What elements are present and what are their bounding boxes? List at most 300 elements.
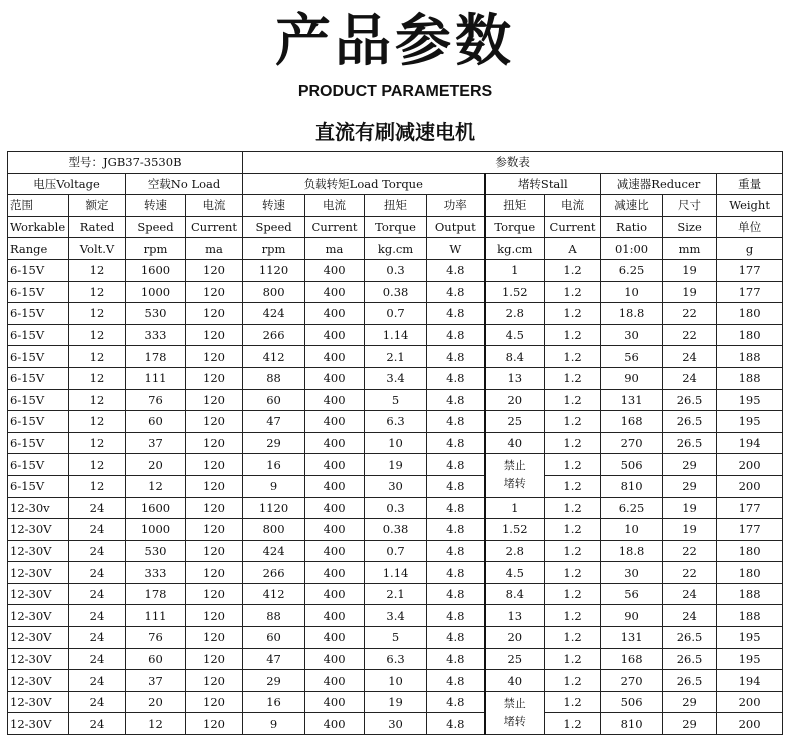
- header-cell: 扭矩: [365, 195, 427, 217]
- table-cell: 195: [717, 411, 783, 433]
- table-row: [8, 411, 783, 433]
- table-cell: 12-30v: [8, 497, 69, 519]
- table-cell: 19: [663, 497, 717, 519]
- table-cell: 24: [663, 583, 717, 605]
- table-cell: 120: [186, 540, 243, 562]
- table-cell: 180: [717, 303, 783, 325]
- table-cell: 120: [186, 454, 243, 476]
- table-header-row-en: [8, 216, 783, 238]
- table-cell: 0.7: [365, 540, 427, 562]
- table-cell: 177: [717, 519, 783, 541]
- table-cell: 56: [601, 583, 663, 605]
- table-cell: 1000: [126, 281, 186, 303]
- table-cell: 1: [485, 259, 545, 281]
- table-cell: 1.2: [545, 303, 601, 325]
- table-cell: 333: [126, 324, 186, 346]
- table-cell: 16: [243, 454, 305, 476]
- table-cell: 400: [305, 605, 365, 627]
- table-cell: 120: [186, 303, 243, 325]
- table-cell: 177: [717, 497, 783, 519]
- table-cell: 194: [717, 670, 783, 692]
- table-cell: 76: [126, 389, 186, 411]
- table-cell: 4.5: [485, 324, 545, 346]
- header-cell: kg.cm: [365, 238, 427, 260]
- parameters-table-body: [8, 152, 783, 735]
- table-cell: 12: [69, 303, 126, 325]
- parameters-table: [7, 151, 783, 735]
- table-row: [8, 259, 783, 281]
- header-cell: Current: [545, 216, 601, 238]
- table-cell: 26.5: [663, 627, 717, 649]
- table-cell: 19: [365, 691, 427, 713]
- table-cell: 40: [485, 432, 545, 454]
- table-cell: 168: [601, 648, 663, 670]
- table-row: [8, 648, 783, 670]
- header-cell: Current: [186, 216, 243, 238]
- table-cell: 120: [186, 648, 243, 670]
- table-cell: 22: [663, 562, 717, 584]
- table-cell: 1.2: [545, 540, 601, 562]
- table-cell: 24: [69, 605, 126, 627]
- table-cell: 4.8: [427, 691, 485, 713]
- table-cell: 1.2: [545, 432, 601, 454]
- table-row: [8, 497, 783, 519]
- table-cell: 10: [365, 432, 427, 454]
- table-cell: 24: [69, 670, 126, 692]
- table-cell: 1600: [126, 259, 186, 281]
- table-cell: 24: [69, 497, 126, 519]
- header-cell: Speed: [126, 216, 186, 238]
- table-cell: 1.2: [545, 259, 601, 281]
- table-cell: 12: [69, 259, 126, 281]
- header-cell: 减速比: [601, 195, 663, 217]
- table-cell: 0.3: [365, 259, 427, 281]
- table-cell: 2.1: [365, 346, 427, 368]
- header-cell: ma: [186, 238, 243, 260]
- header-cell: Output: [427, 216, 485, 238]
- table-cell: 30: [365, 713, 427, 735]
- table-cell: 1.2: [545, 691, 601, 713]
- table-cell: 120: [186, 627, 243, 649]
- table-cell: 9: [243, 713, 305, 735]
- table-cell: 26.5: [663, 670, 717, 692]
- table-header-row-units: [8, 238, 783, 260]
- table-row: [8, 713, 783, 735]
- table-cell: 40: [485, 670, 545, 692]
- table-cell: 1.2: [545, 367, 601, 389]
- table-row: [8, 540, 783, 562]
- product-subtitle: 直流有刷减速电机: [315, 120, 475, 144]
- table-cell: 4.8: [427, 670, 485, 692]
- table-cell: 6-15V: [8, 346, 69, 368]
- table-cell: 24: [69, 562, 126, 584]
- table-cell: 120: [186, 691, 243, 713]
- table-cell: 400: [305, 583, 365, 605]
- table-cell: 195: [717, 389, 783, 411]
- header-cell: Torque: [365, 216, 427, 238]
- table-cell: 0.38: [365, 281, 427, 303]
- table-cell: 1.2: [545, 389, 601, 411]
- header-cell: Torque: [485, 216, 545, 238]
- table-cell: 200: [717, 691, 783, 713]
- table-cell: 10: [601, 519, 663, 541]
- table-cell: 12-30V: [8, 562, 69, 584]
- table-cell: 120: [186, 411, 243, 433]
- table-cell: 1.2: [545, 627, 601, 649]
- table-cell: 12-30V: [8, 627, 69, 649]
- table-cell: 29: [663, 691, 717, 713]
- table-cell: 400: [305, 648, 365, 670]
- table-cell: 120: [186, 605, 243, 627]
- table-cell: 56: [601, 346, 663, 368]
- table-cell: 131: [601, 627, 663, 649]
- table-cell: 188: [717, 583, 783, 605]
- table-cell: 180: [717, 324, 783, 346]
- table-cell: 111: [126, 605, 186, 627]
- table-cell: 188: [717, 605, 783, 627]
- table-cell: 200: [717, 454, 783, 476]
- header-cell: Range: [8, 238, 69, 260]
- table-row: [8, 432, 783, 454]
- table-cell: 6-15V: [8, 389, 69, 411]
- header-cell: ma: [305, 238, 365, 260]
- table-row: [8, 303, 783, 325]
- table-cell: 266: [243, 324, 305, 346]
- table-cell: 12-30V: [8, 540, 69, 562]
- table-row: [8, 562, 783, 584]
- table-cell: 180: [717, 562, 783, 584]
- table-cell: 120: [186, 497, 243, 519]
- table-cell: 24: [69, 713, 126, 735]
- table-cell: 1.2: [545, 475, 601, 497]
- table-cell: 60: [126, 411, 186, 433]
- table-cell: 8.4: [485, 583, 545, 605]
- table-cell: 120: [186, 713, 243, 735]
- table-cell: 6.25: [601, 259, 663, 281]
- header-cell: rpm: [243, 238, 305, 260]
- table-cell: 180: [717, 540, 783, 562]
- table-cell: 24: [69, 540, 126, 562]
- table-cell: 30: [601, 324, 663, 346]
- table-cell: 120: [186, 324, 243, 346]
- table-cell: 24: [69, 627, 126, 649]
- header-cell: 功率: [427, 195, 485, 217]
- table-cell: 120: [186, 281, 243, 303]
- table-cell: 194: [717, 432, 783, 454]
- table-cell: 424: [243, 303, 305, 325]
- table-cell: 400: [305, 475, 365, 497]
- table-cell: 12: [69, 346, 126, 368]
- group-reducer: 减速器Reducer: [601, 173, 717, 195]
- header-cell: 电流: [305, 195, 365, 217]
- table-cell: 24: [69, 648, 126, 670]
- table-cell: 22: [663, 324, 717, 346]
- table-cell: 4.8: [427, 259, 485, 281]
- table-cell: 4.8: [427, 303, 485, 325]
- table-cell: 6-15V: [8, 281, 69, 303]
- table-cell: 120: [186, 346, 243, 368]
- header-cell: A: [545, 238, 601, 260]
- table-cell: 29: [663, 454, 717, 476]
- table-cell: 12: [69, 475, 126, 497]
- table-cell: 4.5: [485, 562, 545, 584]
- table-cell: 1.2: [545, 454, 601, 476]
- table-cell: 76: [126, 627, 186, 649]
- table-cell: 6-15V: [8, 411, 69, 433]
- table-cell: 1.2: [545, 411, 601, 433]
- table-cell: 0.7: [365, 303, 427, 325]
- table-cell: 30: [365, 475, 427, 497]
- table-cell: 19: [663, 259, 717, 281]
- table-cell: 26.5: [663, 432, 717, 454]
- table-cell: 24: [69, 519, 126, 541]
- table-cell: 37: [126, 670, 186, 692]
- table-cell: 810: [601, 475, 663, 497]
- table-cell: 400: [305, 411, 365, 433]
- table-cell: 4.8: [427, 648, 485, 670]
- group-load-torque: 负载转矩Load Torque: [243, 173, 485, 195]
- table-cell: 2.8: [485, 303, 545, 325]
- table-cell: 188: [717, 346, 783, 368]
- header-cell: 范围: [8, 195, 69, 217]
- table-cell: 1600: [126, 497, 186, 519]
- table-row: [8, 454, 783, 476]
- table-cell: 18.8: [601, 540, 663, 562]
- table-cell: 37: [126, 432, 186, 454]
- table-cell: 120: [186, 259, 243, 281]
- table-row: [8, 475, 783, 497]
- table-cell: 25: [485, 648, 545, 670]
- table-cell: 400: [305, 562, 365, 584]
- table-cell: 12: [69, 432, 126, 454]
- table-cell: 195: [717, 648, 783, 670]
- table-cell: 0.3: [365, 497, 427, 519]
- header-cell: Workable: [8, 216, 69, 238]
- table-title-row: [8, 152, 783, 174]
- table-cell: 120: [186, 562, 243, 584]
- table-cell: 400: [305, 540, 365, 562]
- table-cell: 400: [305, 454, 365, 476]
- table-cell: 4.8: [427, 281, 485, 303]
- table-cell: 47: [243, 648, 305, 670]
- header-cell: Volt.V: [69, 238, 126, 260]
- table-cell: 400: [305, 346, 365, 368]
- header-cell: Size: [663, 216, 717, 238]
- table-cell: 800: [243, 281, 305, 303]
- table-cell: 4.8: [427, 497, 485, 519]
- table-cell: 29: [663, 713, 717, 735]
- header-cell: rpm: [126, 238, 186, 260]
- table-cell: 20: [485, 389, 545, 411]
- table-cell: 13: [485, 367, 545, 389]
- table-cell: 4.8: [427, 475, 485, 497]
- table-cell: 1000: [126, 519, 186, 541]
- table-cell: 188: [717, 367, 783, 389]
- table-cell: 6-15V: [8, 475, 69, 497]
- header-cell: Rated: [69, 216, 126, 238]
- table-cell: 120: [186, 367, 243, 389]
- table-cell: 12: [69, 389, 126, 411]
- table-cell: 412: [243, 583, 305, 605]
- table-row: [8, 605, 783, 627]
- header-cell: 电流: [186, 195, 243, 217]
- table-group-row: [8, 173, 783, 195]
- table-cell: 1.2: [545, 583, 601, 605]
- header-cell: 扭矩: [485, 195, 545, 217]
- table-cell: 29: [243, 432, 305, 454]
- stall-note: 禁止 堵转: [485, 454, 545, 497]
- params-label: 参数表: [243, 152, 783, 174]
- table-cell: 60: [243, 627, 305, 649]
- table-cell: 19: [663, 281, 717, 303]
- table-cell: 1.2: [545, 324, 601, 346]
- table-cell: 400: [305, 691, 365, 713]
- table-cell: 12: [126, 713, 186, 735]
- page-title: 产品参数: [275, 9, 515, 74]
- table-cell: 1120: [243, 259, 305, 281]
- table-cell: 20: [485, 627, 545, 649]
- table-cell: 13: [485, 605, 545, 627]
- table-cell: 1.2: [545, 713, 601, 735]
- table-cell: 9: [243, 475, 305, 497]
- table-cell: 6.3: [365, 411, 427, 433]
- table-cell: 6.25: [601, 497, 663, 519]
- table-cell: 400: [305, 324, 365, 346]
- table-cell: 24: [663, 367, 717, 389]
- table-cell: 2.8: [485, 540, 545, 562]
- table-cell: 3.4: [365, 605, 427, 627]
- table-cell: 810: [601, 713, 663, 735]
- table-cell: 4.8: [427, 432, 485, 454]
- table-cell: 90: [601, 605, 663, 627]
- header-cell: Current: [305, 216, 365, 238]
- table-cell: 4.8: [427, 583, 485, 605]
- table-cell: 5: [365, 389, 427, 411]
- table-row: [8, 346, 783, 368]
- table-cell: 530: [126, 303, 186, 325]
- table-cell: 6-15V: [8, 454, 69, 476]
- table-cell: 26.5: [663, 389, 717, 411]
- table-cell: 120: [186, 519, 243, 541]
- table-cell: 4.8: [427, 713, 485, 735]
- table-cell: 22: [663, 303, 717, 325]
- table-cell: 6-15V: [8, 367, 69, 389]
- table-cell: 1.2: [545, 648, 601, 670]
- table-cell: 400: [305, 519, 365, 541]
- table-cell: 506: [601, 691, 663, 713]
- table-cell: 22: [663, 540, 717, 562]
- table-row: [8, 691, 783, 713]
- group-stall: 堵转Stall: [485, 173, 601, 195]
- table-cell: 4.8: [427, 540, 485, 562]
- header-cell: g: [717, 238, 783, 260]
- table-cell: 530: [126, 540, 186, 562]
- table-cell: 4.8: [427, 411, 485, 433]
- header-cell: Ratio: [601, 216, 663, 238]
- table-cell: 178: [126, 583, 186, 605]
- table-cell: 5: [365, 627, 427, 649]
- table-cell: 1.2: [545, 605, 601, 627]
- table-cell: 12: [69, 281, 126, 303]
- header-cell: Weight: [717, 195, 783, 217]
- table-row: [8, 627, 783, 649]
- table-row: [8, 583, 783, 605]
- table-cell: 19: [365, 454, 427, 476]
- table-cell: 8.4: [485, 346, 545, 368]
- header-cell: 转速: [243, 195, 305, 217]
- header-cell: 单位: [717, 216, 783, 238]
- table-cell: 25: [485, 411, 545, 433]
- table-cell: 47: [243, 411, 305, 433]
- table-cell: 1.2: [545, 346, 601, 368]
- table-cell: 120: [186, 670, 243, 692]
- table-cell: 200: [717, 475, 783, 497]
- table-cell: 400: [305, 627, 365, 649]
- table-cell: 400: [305, 670, 365, 692]
- group-voltage: 电压Voltage: [8, 173, 126, 195]
- table-cell: 120: [186, 583, 243, 605]
- table-cell: 19: [663, 519, 717, 541]
- table-cell: 168: [601, 411, 663, 433]
- table-cell: 177: [717, 259, 783, 281]
- table-cell: 12: [69, 411, 126, 433]
- table-cell: 400: [305, 497, 365, 519]
- table-row: [8, 281, 783, 303]
- model-label: 型号：JGB37-3530B: [8, 152, 243, 174]
- table-cell: 4.8: [427, 389, 485, 411]
- table-cell: 1.2: [545, 562, 601, 584]
- table-cell: 1.52: [485, 281, 545, 303]
- header-cell: mm: [663, 238, 717, 260]
- table-cell: 400: [305, 303, 365, 325]
- table-cell: 0.38: [365, 519, 427, 541]
- table-cell: 400: [305, 389, 365, 411]
- table-cell: 4.8: [427, 346, 485, 368]
- table-cell: 4.8: [427, 562, 485, 584]
- table-cell: 177: [717, 281, 783, 303]
- header-cell: Speed: [243, 216, 305, 238]
- table-cell: 1.2: [545, 670, 601, 692]
- table-cell: 506: [601, 454, 663, 476]
- table-cell: 12: [69, 324, 126, 346]
- table-cell: 1.2: [545, 497, 601, 519]
- table-cell: 12: [69, 454, 126, 476]
- table-cell: 60: [126, 648, 186, 670]
- table-row: [8, 519, 783, 541]
- table-cell: 29: [243, 670, 305, 692]
- header-cell: 电流: [545, 195, 601, 217]
- table-cell: 12-30V: [8, 583, 69, 605]
- table-cell: 4.8: [427, 367, 485, 389]
- header-cell: 尺寸: [663, 195, 717, 217]
- table-cell: 10: [601, 281, 663, 303]
- table-cell: 200: [717, 713, 783, 735]
- table-cell: 400: [305, 281, 365, 303]
- table-cell: 24: [663, 346, 717, 368]
- table-cell: 400: [305, 367, 365, 389]
- table-cell: 12-30V: [8, 691, 69, 713]
- table-cell: 2.1: [365, 583, 427, 605]
- table-cell: 1: [485, 497, 545, 519]
- table-cell: 1.2: [545, 519, 601, 541]
- table-cell: 26.5: [663, 411, 717, 433]
- table-cell: 24: [69, 691, 126, 713]
- table-cell: 4.8: [427, 519, 485, 541]
- table-cell: 24: [663, 605, 717, 627]
- table-cell: 4.8: [427, 324, 485, 346]
- table-cell: 4.8: [427, 454, 485, 476]
- table-row: [8, 389, 783, 411]
